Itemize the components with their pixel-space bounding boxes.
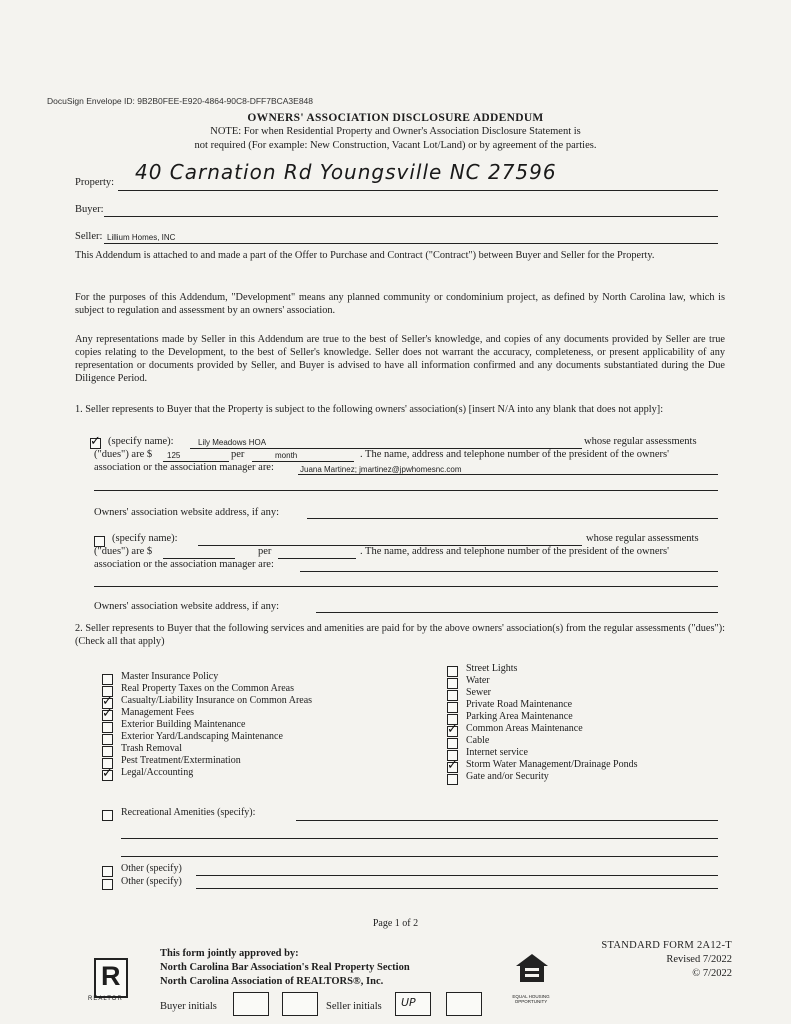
property-line <box>118 190 718 191</box>
association-2-period-field[interactable] <box>278 558 356 559</box>
association-1-per: per <box>231 449 245 460</box>
association-1-specify-label: (specify name): <box>108 436 174 447</box>
recreational-line-2 <box>121 838 718 839</box>
recreational-field[interactable] <box>296 820 718 821</box>
section-2-text: 2. Seller represents to Buyer that the following services and amenities are paid for by the above owners' association(s) from the regular assessments ("dues"): (Check all that apply) <box>75 623 725 647</box>
service-label: Master Insurance Policy <box>121 671 219 682</box>
service-checkbox[interactable] <box>447 738 458 749</box>
service-label: Trash Removal <box>121 743 183 754</box>
seller-initials-box-2[interactable] <box>446 992 482 1016</box>
association-2-president-text: . The name, address and telephone number of the president of the owners' <box>360 546 670 557</box>
service-checkbox[interactable] <box>447 774 458 785</box>
buyer-field[interactable] <box>104 216 718 217</box>
note-line-1: NOTE: For when Residential Property and Owner's Association Disclosure Statement is <box>210 126 581 137</box>
buyer-initials-box-1[interactable] <box>233 992 269 1016</box>
footer-bar-association: North Carolina Bar Association's Real Property Section <box>160 962 410 973</box>
paragraph-purposes: For the purposes of this Addendum, "Development" means any planned community or condominium project, as defined by North Carolina law, which is subject to regulation and assessment by an owners' association. <box>75 292 725 316</box>
other-1-checkbox[interactable] <box>102 866 113 877</box>
service-label: Storm Water Management/Drainage Ponds <box>466 759 638 770</box>
association-1-dues-amount[interactable]: 125 <box>167 451 181 460</box>
section-1-text: 1. Seller represents to Buyer that the Property is subject to the following owners' association(s) [insert N/A into any blank that does not apply]: <box>75 404 664 415</box>
service-checkbox[interactable] <box>102 770 113 781</box>
service-label: Gate and/or Security <box>466 771 549 782</box>
service-label: Pest Treatment/Extermination <box>121 755 241 766</box>
form-number: STANDARD FORM 2A12-T <box>601 940 732 951</box>
association-2-manager-label: association or the association manager are: <box>94 559 274 570</box>
form-copyright: © 7/2022 <box>692 968 732 979</box>
service-checkbox[interactable] <box>102 710 113 721</box>
seller-initials-box-1[interactable] <box>395 992 431 1016</box>
service-label: Legal/Accounting <box>121 767 194 778</box>
realtor-logo-letter: R <box>101 961 121 991</box>
service-label: Private Road Maintenance <box>466 699 573 710</box>
service-label: Water <box>466 675 490 686</box>
service-label: Real Property Taxes on the Common Areas <box>121 683 294 694</box>
buyer-initials-label: Buyer initials <box>160 1001 217 1012</box>
seller-line <box>104 243 718 244</box>
association-2-whose: whose regular assessments <box>586 533 699 544</box>
service-checkbox[interactable] <box>447 762 458 773</box>
service-checkbox[interactable] <box>447 726 458 737</box>
other-2-checkbox[interactable] <box>102 879 113 890</box>
association-1-manager-line <box>298 474 718 475</box>
association-1-website-field[interactable] <box>307 518 718 519</box>
service-label: Casualty/Liability Insurance on Common Areas <box>121 695 313 706</box>
service-label: Management Fees <box>121 707 195 718</box>
association-2-manager-field[interactable] <box>300 571 718 572</box>
association-1-name[interactable]: Lily Meadows HOA <box>198 438 267 447</box>
service-label: Exterior Yard/Landscaping Maintenance <box>121 731 283 742</box>
service-checkbox[interactable] <box>102 674 113 685</box>
seller-value[interactable]: Lillium Homes, INC <box>107 233 176 242</box>
recreational-checkbox[interactable] <box>102 810 113 821</box>
recreational-label: Recreational Amenities (specify): <box>121 807 256 818</box>
service-label: Exterior Building Maintenance <box>121 719 246 730</box>
footer-approved: This form jointly approved by: <box>160 948 299 959</box>
association-1-manager-value[interactable]: Juana Martinez; jmartinez@jpwhomesnc.com <box>300 465 462 474</box>
paragraph-attached: This Addendum is attached to and made a part of the Offer to Purchase and Contract ("Contract") between Buyer and Seller for the Property. <box>75 250 655 261</box>
seller-initials-label: Seller initials <box>326 1001 382 1012</box>
association-2-dues-label: ("dues") are $ <box>94 546 153 557</box>
seller-initials-signature: UP <box>401 996 416 1009</box>
service-checkbox[interactable] <box>102 746 113 757</box>
service-label: Sewer <box>466 687 491 698</box>
realtor-logo-caption: REALTOR <box>88 996 123 1002</box>
association-2-website-field[interactable] <box>316 612 718 613</box>
association-1-president-text: . The name, address and telephone number of the president of the owners' <box>360 449 670 460</box>
envelope-id: DocuSign Envelope ID: 9B2B0FEE-E920-4864-90C8-DFF7BCA3E848 <box>47 96 314 106</box>
other-2-label: Other (specify) <box>121 876 182 887</box>
association-1-checkbox[interactable] <box>90 438 101 449</box>
service-checkbox[interactable] <box>102 734 113 745</box>
association-1-whose: whose regular assessments <box>584 436 697 447</box>
page-title: OWNERS' ASSOCIATION DISCLOSURE ADDENDUM <box>247 112 544 124</box>
service-checkbox[interactable] <box>447 690 458 701</box>
recreational-line-3 <box>121 856 718 857</box>
service-label: Cable <box>466 735 490 746</box>
association-1-website-label: Owners' association website address, if any: <box>94 507 280 518</box>
other-1-label: Other (specify) <box>121 863 182 874</box>
association-1-period[interactable]: month <box>275 451 298 460</box>
association-2-per: per <box>258 546 272 557</box>
association-2-extra-line <box>94 586 718 587</box>
paragraph-representations: Any representations made by Seller in this Addendum are true to the best of Seller's knowledge, and copies of any documents provided by Seller are true copies relating to the Development, to the best of Seller's knowledge. Seller does not warrant the accuracy, completeness, or present applicability of any representation or documents provided by Seller, and Buyer is advised to have all information confirmed and any documents substantiated during the Due Diligence Period. <box>75 334 725 384</box>
service-label: Common Areas Maintenance <box>466 723 583 734</box>
service-checkbox[interactable] <box>447 666 458 677</box>
service-label: Internet service <box>466 747 528 758</box>
association-1-extra-line <box>94 490 718 491</box>
association-2-specify-label: (specify name): <box>112 533 178 544</box>
service-label: Street Lights <box>466 663 518 674</box>
property-value[interactable]: 40 Carnation Rd Youngsville NC 27596 <box>135 160 557 184</box>
service-checkbox[interactable] <box>447 678 458 689</box>
form-revised: Revised 7/2022 <box>666 954 732 965</box>
note-line-2: not required (For example: New Construction, Vacant Lot/Land) or by agreement of the parties. <box>194 140 597 151</box>
association-1-dues-label: ("dues") are $ <box>94 449 153 460</box>
association-2-website-label: Owners' association website address, if any: <box>94 601 280 612</box>
buyer-label: Buyer: <box>75 204 104 215</box>
association-1-manager-label: association or the association manager are: <box>94 462 274 473</box>
seller-label: Seller: <box>75 231 103 242</box>
footer-realtors-association: North Carolina Association of REALTORS®, Inc. <box>160 976 384 987</box>
other-1-field[interactable] <box>196 875 718 876</box>
property-label: Property: <box>75 177 115 188</box>
service-checkbox[interactable] <box>102 722 113 733</box>
buyer-initials-box-2[interactable] <box>282 992 318 1016</box>
other-2-field[interactable] <box>196 888 718 889</box>
service-label: Parking Area Maintenance <box>466 711 573 722</box>
service-checkbox[interactable] <box>447 702 458 713</box>
equal-housing-caption: EQUAL HOUSING OPPORTUNITY <box>512 994 550 1004</box>
page-number: Page 1 of 2 <box>372 918 419 929</box>
